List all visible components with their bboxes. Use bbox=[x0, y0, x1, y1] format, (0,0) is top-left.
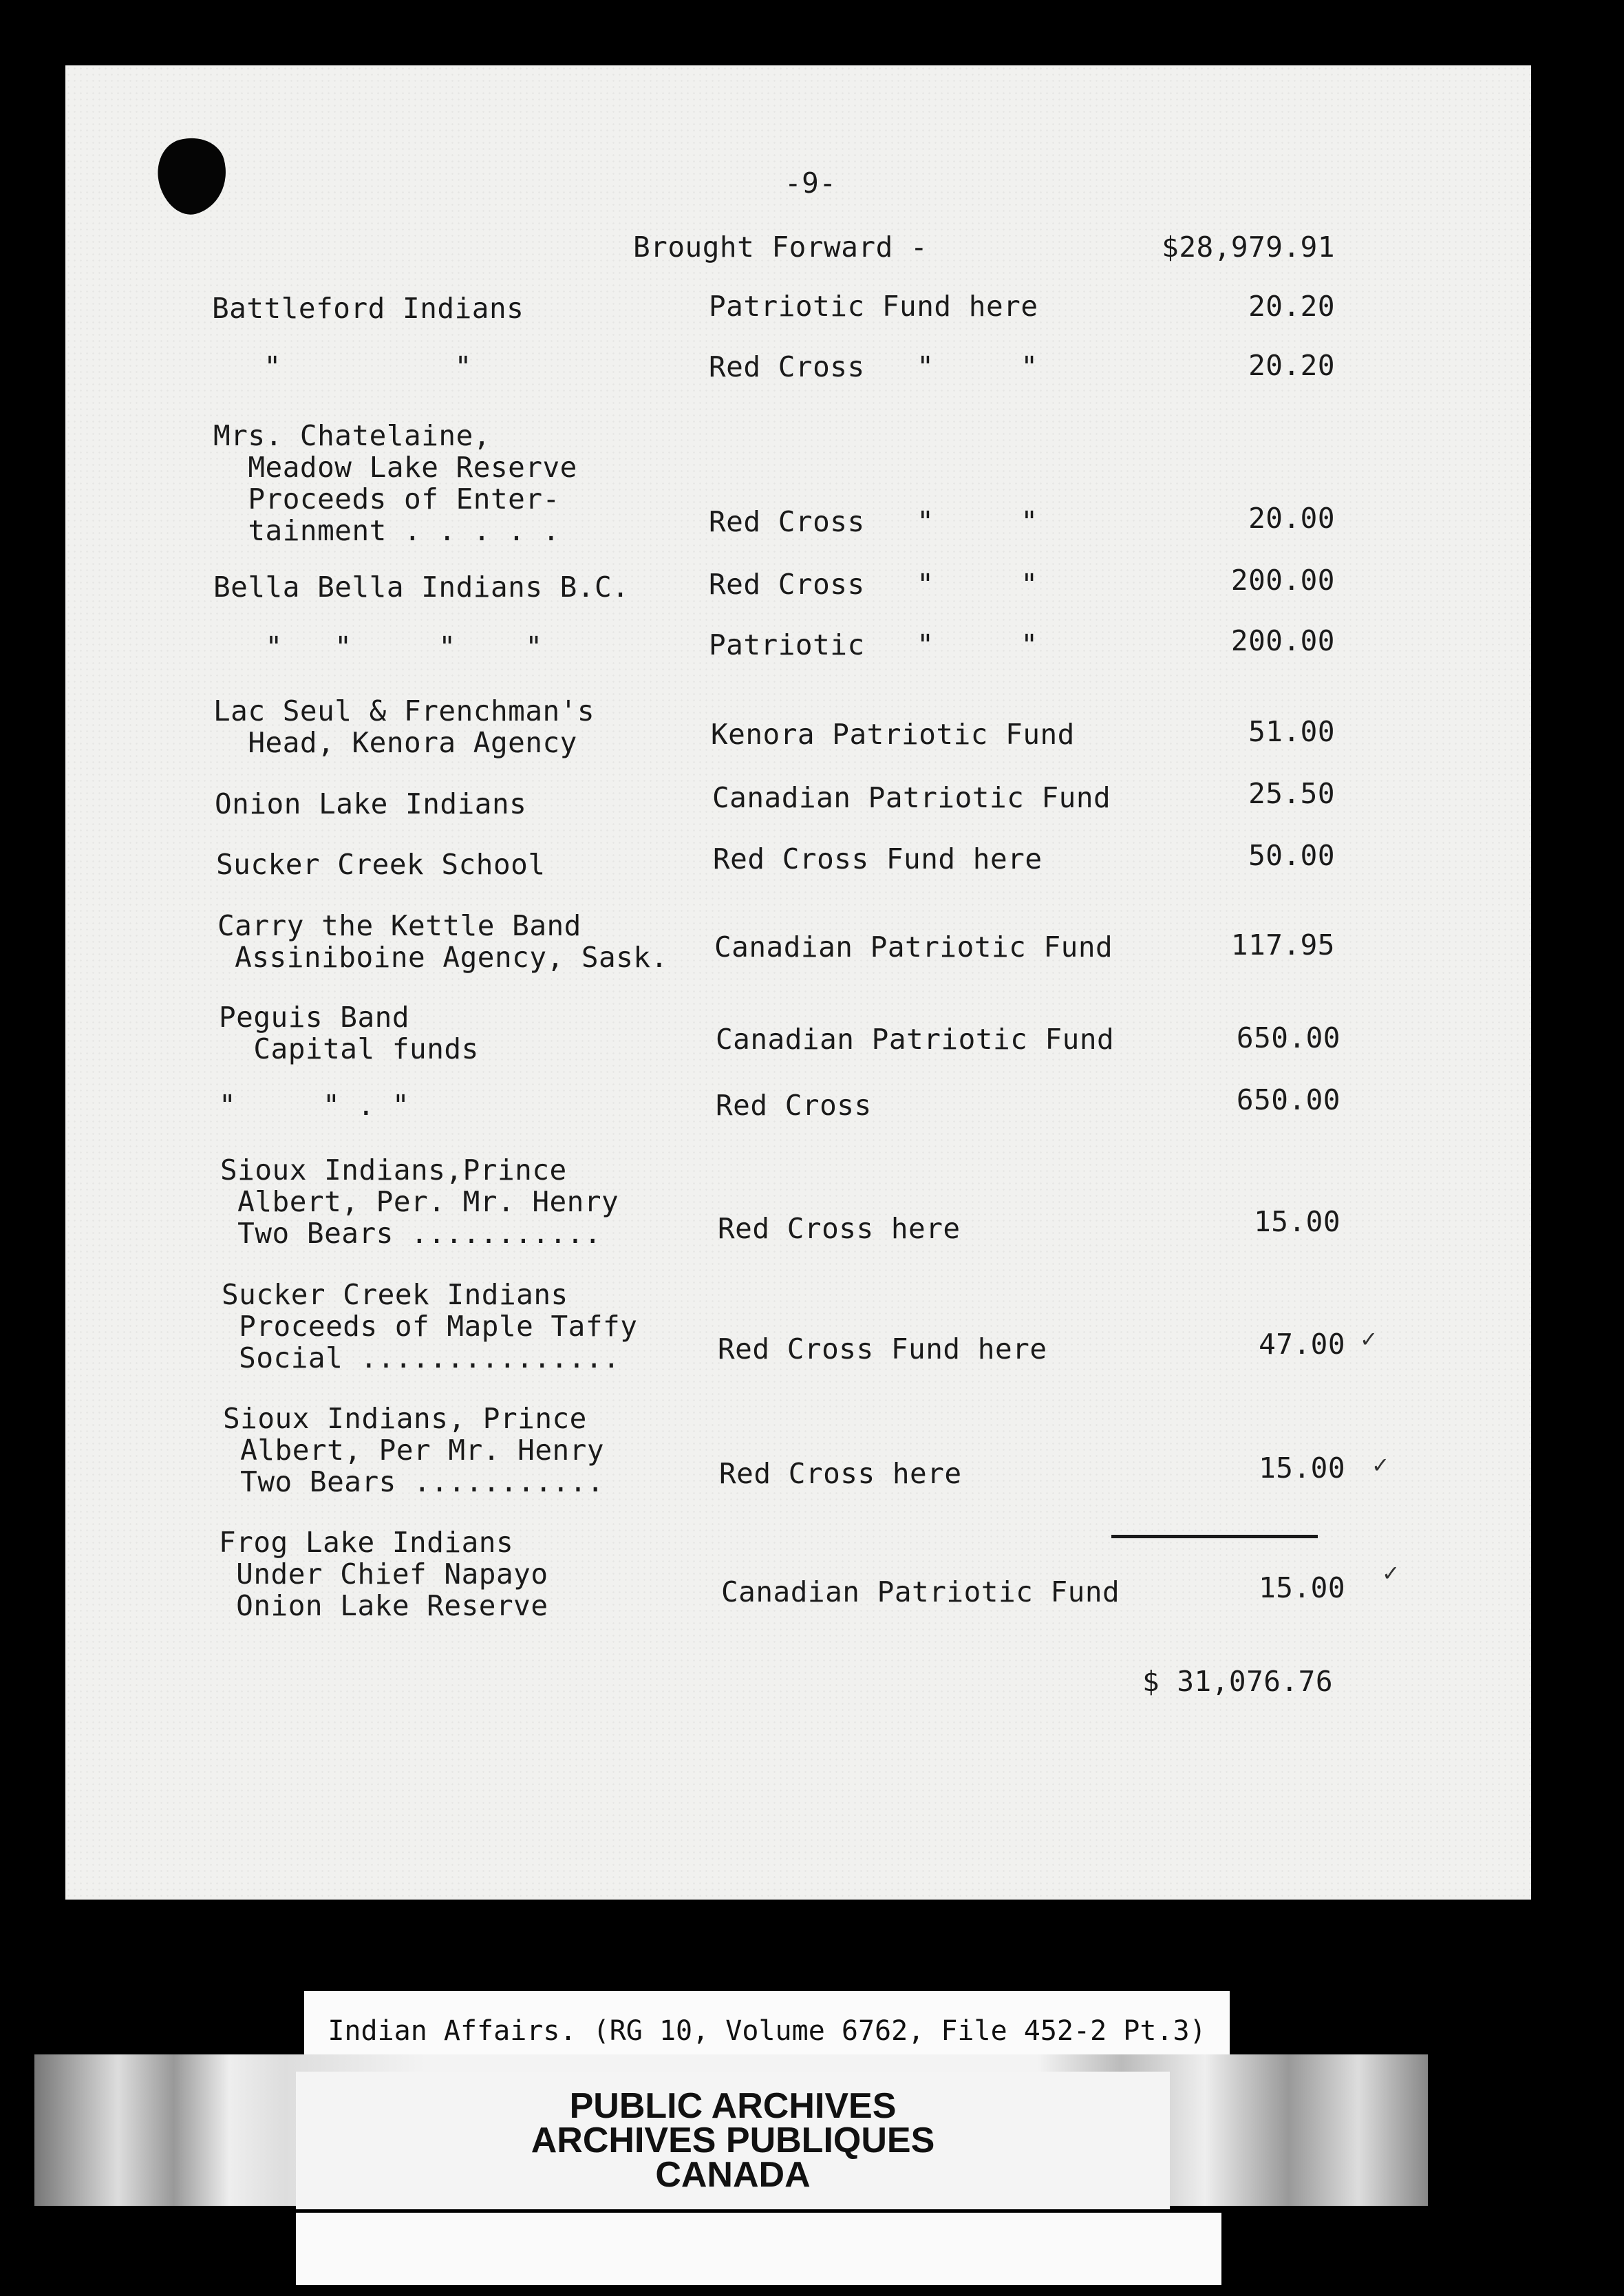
amount: 650.00 bbox=[1236, 1021, 1340, 1054]
blank-label bbox=[296, 2213, 1221, 2285]
brought-forward-label: Brought Forward - bbox=[633, 231, 928, 264]
contributor: Sioux Indians, Prince Albert, Per Mr. Henry Two Bears ........... bbox=[223, 1402, 605, 1498]
stamp-line: ARCHIVES PUBLIQUES bbox=[531, 2120, 935, 2160]
check-mark-icon: ✓ bbox=[1373, 1451, 1388, 1479]
archive-stamp bbox=[296, 2072, 1170, 2209]
contributor: Frog Lake Indians Under Chief Napayo Onion Lake Reserve bbox=[219, 1526, 548, 1622]
contributor: Lac Seul & Frenchman's Head, Kenora Agency bbox=[213, 694, 595, 759]
fund: Patriotic Fund here bbox=[709, 290, 1038, 323]
brought-forward-amount: $28,979.91 bbox=[1162, 231, 1335, 264]
page-number: -9- bbox=[784, 167, 837, 200]
stamp-line: PUBLIC ARCHIVES bbox=[569, 2086, 897, 2126]
contributor: Sucker Creek Indians Proceeds of Maple Taffy Social ............... bbox=[222, 1278, 638, 1374]
contributor: Onion Lake Indians bbox=[215, 787, 527, 820]
grand-total: $ 31,076.76 bbox=[1142, 1665, 1334, 1698]
fund: Canadian Patriotic Fund bbox=[716, 1023, 1115, 1056]
fund: Canadian Patriotic Fund bbox=[721, 1575, 1120, 1608]
fund: Patriotic " " bbox=[709, 628, 1038, 661]
contributor: Sioux Indians,Prince Albert, Per. Mr. Henry Two Bears ........... bbox=[220, 1154, 619, 1250]
fund: Red Cross " " bbox=[709, 568, 1038, 601]
fund: Red Cross " " bbox=[709, 350, 1038, 383]
fund: Canadian Patriotic Fund bbox=[714, 931, 1113, 964]
fund: Red Cross bbox=[716, 1089, 872, 1122]
fund: Red Cross Fund here bbox=[718, 1332, 1047, 1365]
contributor: Battleford Indians bbox=[212, 292, 524, 325]
contributor: Carry the Kettle Band Assiniboine Agency, Sask. bbox=[217, 909, 668, 974]
amount: 47.00 bbox=[1259, 1328, 1345, 1361]
amount: 117.95 bbox=[1230, 928, 1335, 961]
amount: 15.00 bbox=[1254, 1205, 1340, 1238]
contributor: " " . " bbox=[219, 1089, 410, 1122]
total-rule bbox=[1111, 1535, 1318, 1538]
contributor: Sucker Creek School bbox=[216, 848, 546, 881]
amount: 200.00 bbox=[1230, 564, 1335, 597]
fund: Red Cross here bbox=[718, 1212, 961, 1245]
fund: Red Cross " " bbox=[709, 505, 1038, 538]
amount: 15.00 bbox=[1259, 1452, 1345, 1485]
amount: 25.50 bbox=[1248, 777, 1335, 810]
amount: 650.00 bbox=[1236, 1083, 1340, 1116]
check-mark-icon: ✓ bbox=[1383, 1559, 1398, 1587]
amount: 200.00 bbox=[1230, 624, 1335, 657]
amount: 20.00 bbox=[1248, 502, 1335, 535]
fund: Red Cross Fund here bbox=[713, 842, 1043, 875]
fund: Canadian Patriotic Fund bbox=[712, 781, 1111, 814]
contributor: Peguis Band Capital funds bbox=[219, 1001, 479, 1065]
check-mark-icon: ✓ bbox=[1361, 1325, 1376, 1353]
stamp-line: CANADA bbox=[655, 2155, 811, 2195]
amount: 15.00 bbox=[1259, 1571, 1345, 1604]
amount: 50.00 bbox=[1248, 839, 1335, 872]
amount: 51.00 bbox=[1248, 715, 1335, 748]
fund: Red Cross here bbox=[719, 1457, 962, 1490]
amount: 20.20 bbox=[1248, 349, 1335, 382]
contributor: Bella Bella Indians B.C. bbox=[213, 571, 630, 604]
archive-reference: Indian Affairs. (RG 10, Volume 6762, File 452-2 Pt.3) bbox=[328, 2015, 1206, 2047]
document-page bbox=[65, 65, 1531, 1900]
contributor: " " bbox=[212, 350, 472, 383]
fund: Kenora Patriotic Fund bbox=[711, 718, 1075, 751]
amount: 20.20 bbox=[1248, 290, 1335, 323]
contributor: Mrs. Chatelaine, Meadow Lake Reserve Proceeds of Enter- tainment . . . . . bbox=[213, 419, 577, 547]
contributor: " " " " bbox=[213, 630, 543, 663]
